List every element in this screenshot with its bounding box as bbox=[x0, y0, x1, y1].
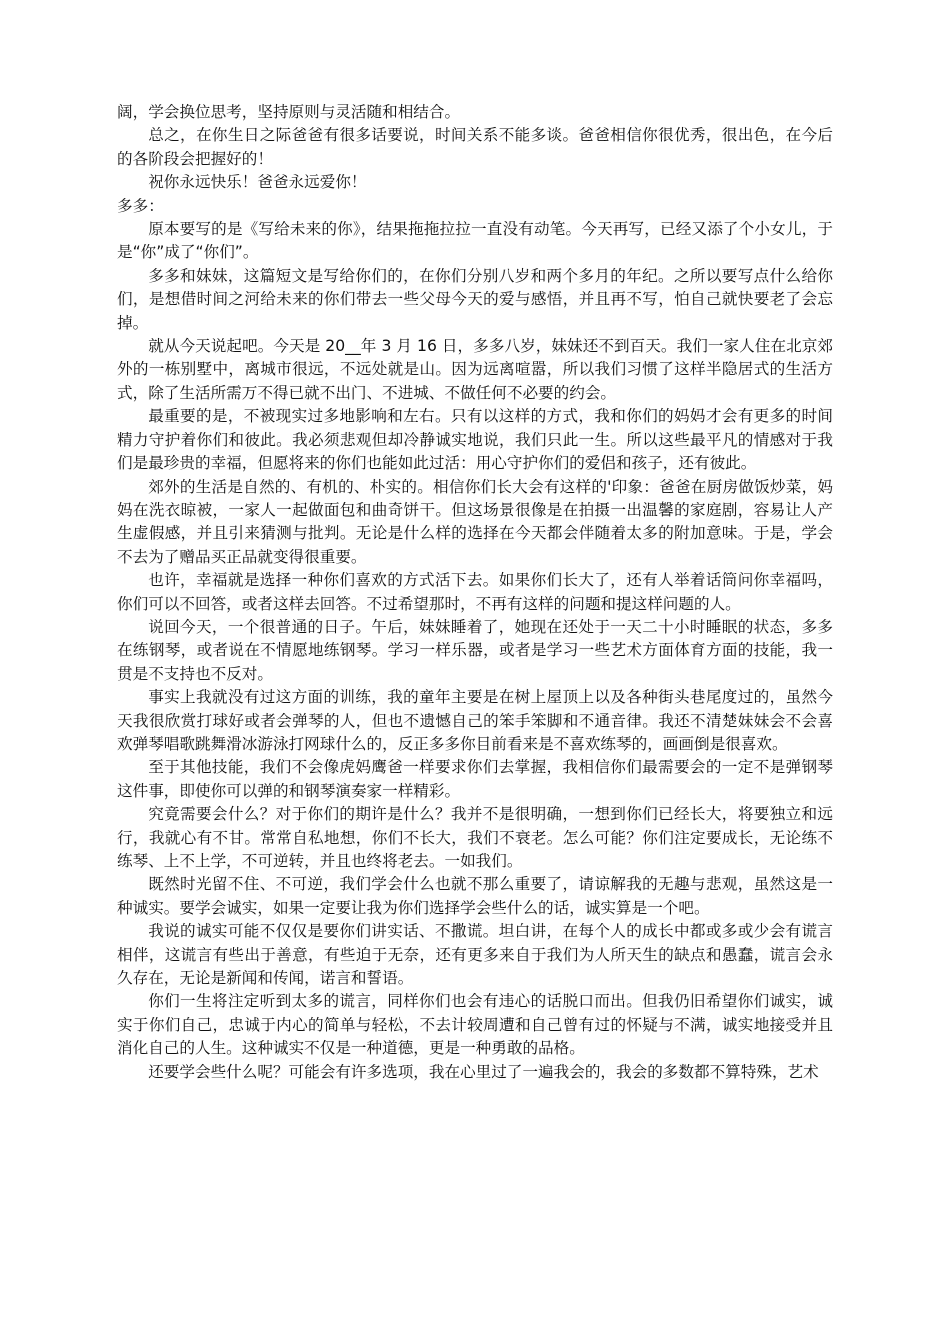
paragraph: 至于其他技能，我们不会像虎妈鹰爸一样要求你们去掌握，我相信你们最需要会的一定不是弹钢琴这件事，即使你可以弹的和钢琴演奏家一样精彩。 bbox=[117, 758, 833, 800]
paragraph: 也许，幸福就是选择一种你们喜欢的方式活下去。如果你们长大了，还有人举着话筒问你幸福吗，你们可以不回答，或者这样去回答。不过希望那时，不再有这样的问题和提这样问题的人。 bbox=[117, 571, 833, 613]
paragraph: 我说的诚实可能不仅仅是要你们讲实话、不撒谎。坦白讲，在每个人的成长中都或多或少会有谎言相伴，这谎言有些出于善意，有些迫于无奈，还有更多来自于我们为人所天生的缺点和愚蠢，谎言会永久存在，无论是新闻和传闻，诺言和誓语。 bbox=[117, 922, 833, 988]
paragraph: 阔，学会换位思考，坚持原则与灵活随和相结合。 bbox=[117, 103, 461, 121]
paragraph: 最重要的是，不被现实过多地影响和左右。只有以这样的方式，我和你们的妈妈才会有更多的时间精力守护着你们和彼此。我必须悲观但却冷静诚实地说，我们只此一生。所以这些最平凡的情感对于我们是最珍贵的幸福，但愿将来的你们也能如此过活：用心守护你们的爱侣和孩子，还有彼此。 bbox=[117, 407, 833, 473]
paragraph: 祝你永远快乐！爸爸永远爱你！ bbox=[148, 173, 367, 192]
paragraph: 究竟需要会什么？对于你们的期许是什么？我并不是很明确，一想到你们已经长大，将要独立和远行，我就心有不甘。常常自私地想，你们不长大，我们不衰老。怎么可能？你们注定要成长，无论练不练琴、上不上学，不可逆转，并且也终将老去。一如我们。 bbox=[117, 805, 833, 870]
paragraph: 多多和妹妹，这篇短文是写给你们的，在你们分别八岁和两个多月的年纪。之所以要写点什么给你们，是想借时间之河给未来的你们带去一些父母今天的爱与感悟，并且再不写，怕自己就快要老了会忘掉。 bbox=[117, 266, 833, 332]
paragraph: 事实上我就没有过这方面的训练，我的童年主要是在树上屋顶上以及各种街头巷尾度过的，虽然今天我很欣赏打球好或者会弹琴的人，但也不遗憾自己的笨手笨脚和不通音律。我还不清楚妹妹会不会喜欢弹琴唱歌跳舞滑冰游泳打网球什么的，反正多多你目前看来是不喜欢练琴的，画画倒是很喜欢。 bbox=[117, 688, 833, 753]
paragraph: 多多： bbox=[117, 196, 164, 215]
paragraph: 总之，在你生日之际爸爸有很多话要说，时间关系不能多谈。爸爸相信你很优秀，很出色，在今后的各阶段会把握好的！ bbox=[117, 126, 833, 168]
paragraph: 你们一生将注定听到太多的谎言，同样你们也会有违心的话脱口而出。但我仍旧希望你们诚实，诚实于你们自己，忠诚于内心的简单与轻松，不去计较周遭和自己曾有过的怀疑与不满，诚实地接受并且消化自己的人生。这种诚实不仅是一种道德，更是一种勇敢的品格。 bbox=[117, 992, 833, 1058]
paragraph: 郊外的生活是自然的、有机的、朴实的。相信你们长大会有这样的'印象：爸爸在厨房做饭炒菜，妈妈在洗衣晾被，一家人一起做面包和曲奇饼干。但这场景很像是在拍摄一出温馨的家庭剧，容易让人产生虚假感，并且引来猜测与批判。无论是什么样的选择在今天都会伴随着太多的附加意味。于是，学会不去为了赠品买正品就变得很重要。 bbox=[117, 477, 833, 566]
paragraph: 说回今天，一个很普通的日子。午后，妹妹睡着了，她现在还处于一天二十小时睡眠的状态，多多在练钢琴，或者说在不情愿地练钢琴。学习一样乐器，或者是学习一些艺术方面体育方面的技能，我一贯是不支持也不反对。 bbox=[117, 617, 833, 683]
body-text bbox=[117, 101, 833, 1084]
paragraph: 既然时光留不住、不可逆，我们学会什么也就不那么重要了，请谅解我的无趣与悲观，虽然这是一种诚实。要学会诚实，如果一定要让我为你们选择学会些什么的话，诚实算是一个吧。 bbox=[117, 875, 833, 917]
paragraph: 还要学会些什么呢？可能会有许多选项，我在心里过了一遍我会的，我会的多数都不算特殊，艺术 bbox=[148, 1062, 819, 1081]
paragraph: 原本要写的是《写给未来的你》，结果拖拖拉拉一直没有动笔。今天再写，已经又添了个小女儿，于是“你”成了“你们”。 bbox=[117, 220, 833, 262]
paragraph: 就从今天说起吧。今天是 20__年 3 月 16 日，多多八岁，妹妹还不到百天。我们一家人住在北京郊外的一栋别墅中，离城市很远，不远处就是山。因为远离喧嚣，所以我们习惯了这样半隐居式的生活方式，除了生活所需万不得已就不出门、不进城、不做任何不必要的约会。 bbox=[117, 337, 833, 402]
